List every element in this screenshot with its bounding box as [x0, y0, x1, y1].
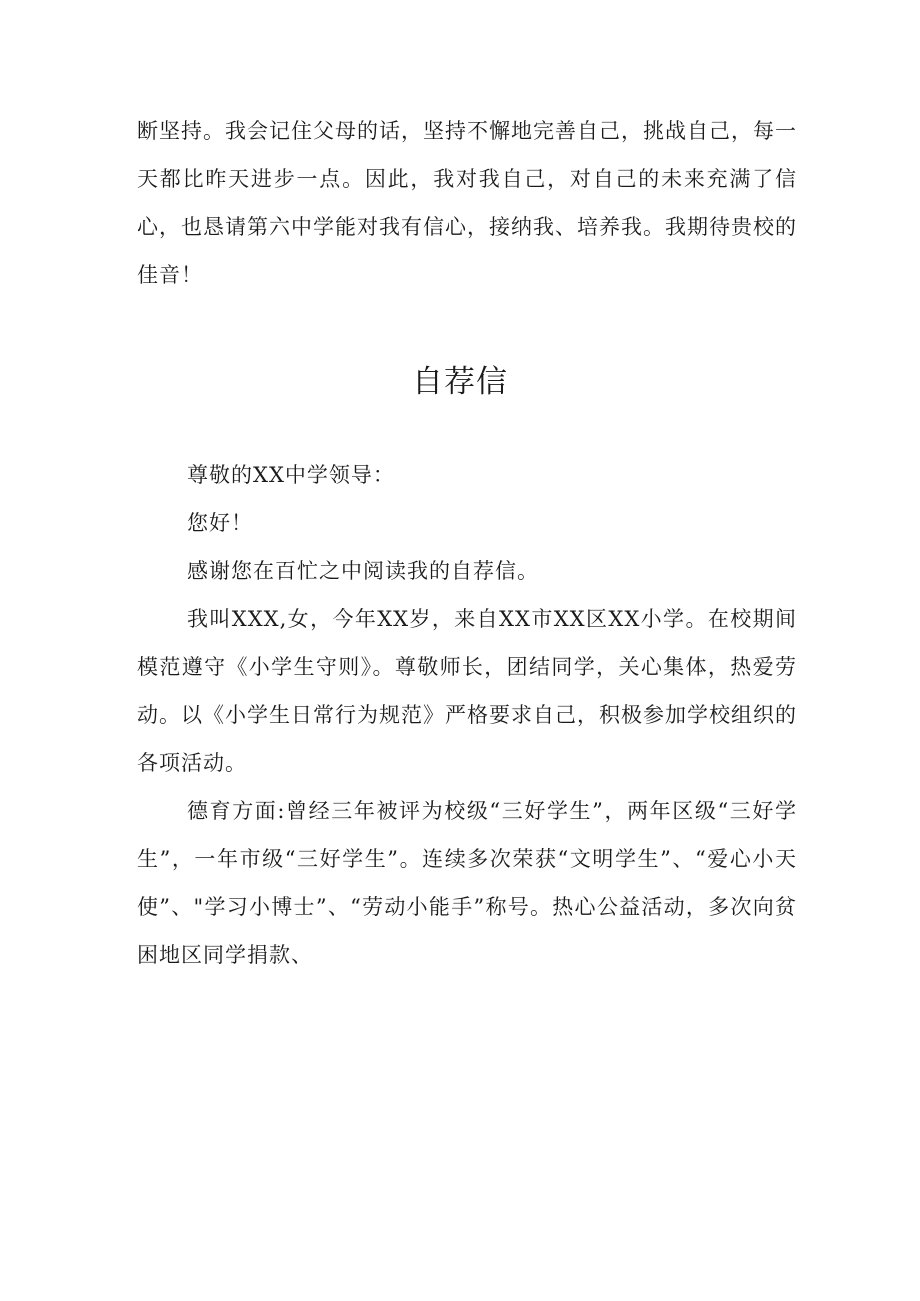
- letter-salutation: 尊敬的XX中学领导：: [187, 463, 395, 487]
- letter-body: [137, 451, 797, 979]
- letter-greeting: 您好！: [187, 511, 253, 535]
- continuation-paragraph: 断坚持。我会记住父母的话，坚持不懈地完善自己，挑战自己，每一天都比昨天进步一点。因此，我对我自己，对自己的未来充满了信心，也恳请第六中学能对我有信心，接纳我、培养我。我期待贵校的佳音！: [137, 119, 797, 287]
- previous-letter-continuation: [137, 107, 797, 299]
- letter-paragraph-thanks: 感谢您在百忙之中阅读我的自荐信。: [187, 559, 539, 583]
- letter-paragraph-introduction: 我叫XXX,女，今年XX岁，来自XX市XX区XX小学。在校期间模范遵守《小学生守则》。尊敬师长，团结同学，关心集体，热爱劳动。以《小学生日常行为规范》严格要求自己，积极参加学校组织的各项活动。: [137, 607, 797, 775]
- letter-paragraph-moral-education: 德育方面:曾经三年被评为校级“三好学生”，两年区级“三好学生”，一年市级“三好学生”。连续多次荣获“文明学生”、“爱心小天使”、"学习小博士”、“劳动小能手”称号。热心公益活动，多次向贫困地区同学捐款、: [137, 799, 797, 967]
- letter-title: 自荐信: [412, 364, 508, 400]
